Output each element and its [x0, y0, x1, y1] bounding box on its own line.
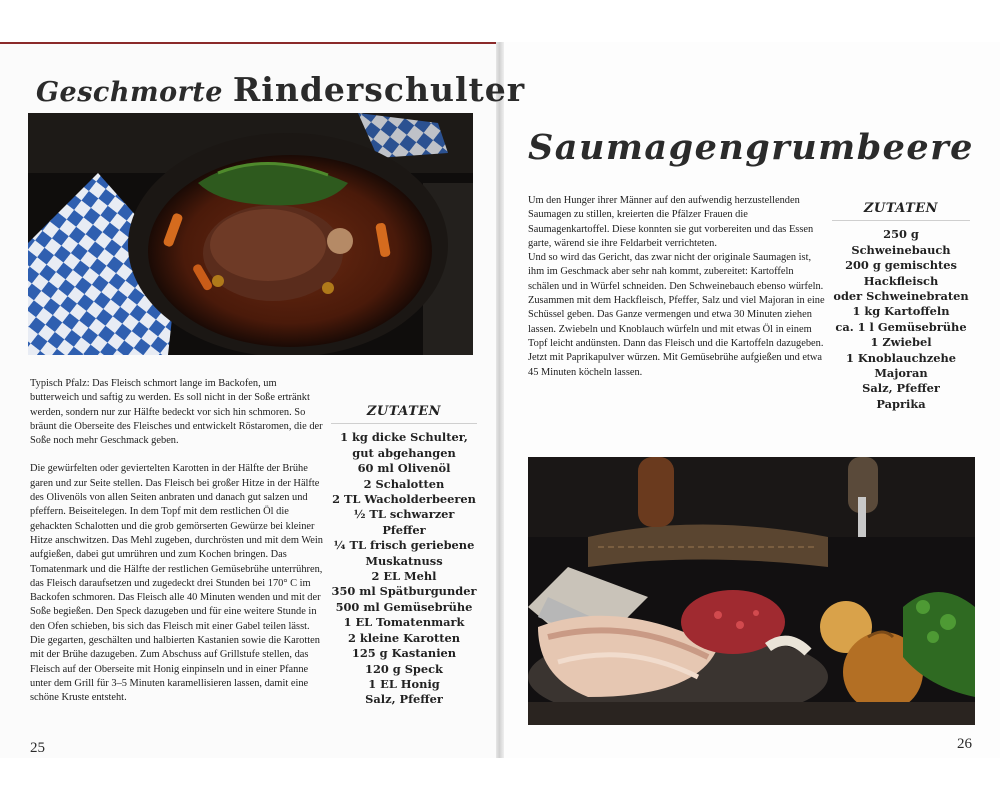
- ingredient-item: Paprika: [876, 396, 926, 411]
- ingredient-item: gut abgehangen: [352, 445, 456, 460]
- story-paragraph: Um den Hunger ihrer Männer auf den aufwendig herzustellenden Saumagen zu stillen, kreierten die Pfälzer Frauen die Saumagenkartoffel. Diese konnten sie gut vorbereiten und das Essen garte, wärend sie ihre Feldarbeit verrichteten.: [528, 195, 814, 249]
- ingredient-item: 350 ml Spätburgunder: [331, 584, 477, 599]
- method-paragraph: Die gewürfelten oder geviertelten Karotten in der Hälfte der Brühe garen und zur Seite stellen. Das Fleisch bei großer Hitze in der Hälfte des Olivenöls von allen Seiten anbraten und danach gut salzen und pfeffern. Beiseitelegen. In dem Topf mit dem restlichen Öl die gehackten Schalotten und die grob gemörserten Gewürze bei kleiner Hitze anschwitzen. Das Mehl zugeben, durchrösten und mit dem Wein aufgießen, dabei gut umrühren und zum Kochen bringen. Das Tomatenmark und die Hälfte der restlichen Gemüsebrühe unterrühren, das Fleisch daraufsetzen und zugedeckt drei Stunden bei 170° C im Backofen schmoren. Das Fleisch alle 40 Minuten wenden und mit der Soße begießen. Den Speck dazugeben und für eine weitere Stunde in den Ofen schieben, bis sich das Fleisch mit einer Gabel teilen lässt. Die gegarten, geschälten und halbierten Kastanien sowie die Karotten mit der Brühe dazugeben. Zum Abschuss auf Grillstufe stellen, das Fleisch auf der Oberseite mit Honig einpinseln und in einer Pfanne unter dem Grill für 3–5 Minuten karamellisieren lassen, damit eine schöne Kruste entsteht.: [30, 463, 324, 704]
- ingredient-item: ca. 1 l Gemüsebrühe: [835, 319, 967, 334]
- braised-beef-photo: [28, 113, 473, 355]
- ingredient-item: 250 g Schweinebauch: [851, 227, 951, 257]
- ingredient-item: 1 Zwiebel: [870, 335, 932, 350]
- ingredient-item: 2 TL Wacholderbeeren: [332, 492, 476, 507]
- ingredient-item: 2 kleine Karotten: [347, 630, 461, 645]
- ingredients-list: [832, 227, 970, 412]
- ingredient-item: 120 g Speck: [365, 661, 443, 676]
- ingredient-item: 1 kg Kartoffeln: [852, 304, 950, 319]
- ingredient-item: 2 Schalotten: [363, 476, 445, 491]
- intro-paragraph: Typisch Pfalz: Das Fleisch schmort lange im Backofen, um butterweich und saftig zu werden. Es soll nicht in der Soße ertränkt werden, sondern nur zur Hälfte bedeckt vor sich hin schmoren. So bräunt die Oberseite des Fleisches und entwickelt Röstaromen, die der Soße noch mehr Geschmack geben.: [30, 378, 323, 447]
- title-prefix: Geschmorte: [36, 77, 223, 108]
- ingredient-item: 200 g gemischtes: [845, 258, 957, 273]
- ingredients-list: [331, 430, 477, 707]
- ingredient-item: oder Schweinebraten: [833, 289, 969, 304]
- braised-beef-illustration: [28, 113, 473, 355]
- ingredient-item: Majoran: [874, 366, 928, 381]
- ingredient-item: 1 EL Tomatenmark: [343, 615, 465, 630]
- ingredient-item: Hackfleisch: [863, 273, 939, 288]
- ingredient-item: 125 g Kastanien: [351, 646, 457, 661]
- ingredients-still-life-illustration: [528, 457, 975, 725]
- saumagen-ingredients-photo: [528, 457, 975, 725]
- right-body-text: [528, 194, 826, 380]
- book-gutter: [496, 42, 504, 758]
- ingredients-box-right: [832, 201, 970, 412]
- ingredient-item: Salz, Pfeffer: [365, 692, 443, 707]
- ingredient-item: 1 EL Honig: [368, 676, 440, 691]
- method-paragraph: Und so wird das Gericht, das zwar nicht der originale Saumagen ist, ihm im Geschmack aber sehr nah kommt, zubereitet: Kartoffeln schälen und in Würfel schneiden. Den Schweinebauch ebenso würfeln. Zusammen mit dem Hackfleisch, Pfeffer, Salz und viel Majoran in eine Schüssel geben. Das Ganze vermengen und etwa 30 Minuten ziehen lassen. Zwiebeln und Knoblauch würfeln und mit etwas Öl in einem Topf leicht andünsten. Dann das Fleisch und die Kartoffeln dazugeben. Jetzt mit Paprikapulver würzen. Mit Gemüsebrühe aufgießen und etwa 45 Minuten köcheln lassen.: [528, 252, 825, 378]
- bottom-margin: [0, 758, 1000, 800]
- ingredients-heading: ZUTATEN: [832, 201, 970, 221]
- ingredient-item: 1 Knoblauchzehe: [845, 350, 957, 365]
- ingredient-item: 2 EL Mehl: [371, 569, 437, 584]
- ingredient-item: 60 ml Olivenöl: [357, 461, 451, 476]
- ingredient-item: Salz, Pfeffer: [862, 381, 940, 396]
- page-number-left: 25: [30, 740, 45, 756]
- left-body-text: [30, 377, 326, 720]
- ingredients-box-left: [331, 404, 477, 708]
- ingredient-item: Muskatnuss: [365, 553, 443, 568]
- ingredients-heading: ZUTATEN: [331, 404, 477, 424]
- ingredient-item: 1 kg dicke Schulter,: [340, 430, 468, 445]
- ingredient-item: ¼ TL frisch geriebene: [333, 538, 475, 553]
- page-number-right: 26: [957, 736, 972, 752]
- ingredient-item: 500 ml Gemüsebrühe: [335, 599, 473, 614]
- title-main: Rinderschulter: [232, 70, 526, 109]
- ingredient-item: ½ TL schwarzer Pfeffer: [353, 507, 455, 537]
- recipe-title-left: [36, 70, 525, 109]
- recipe-title-right: Saumagengrumbeere: [528, 127, 974, 168]
